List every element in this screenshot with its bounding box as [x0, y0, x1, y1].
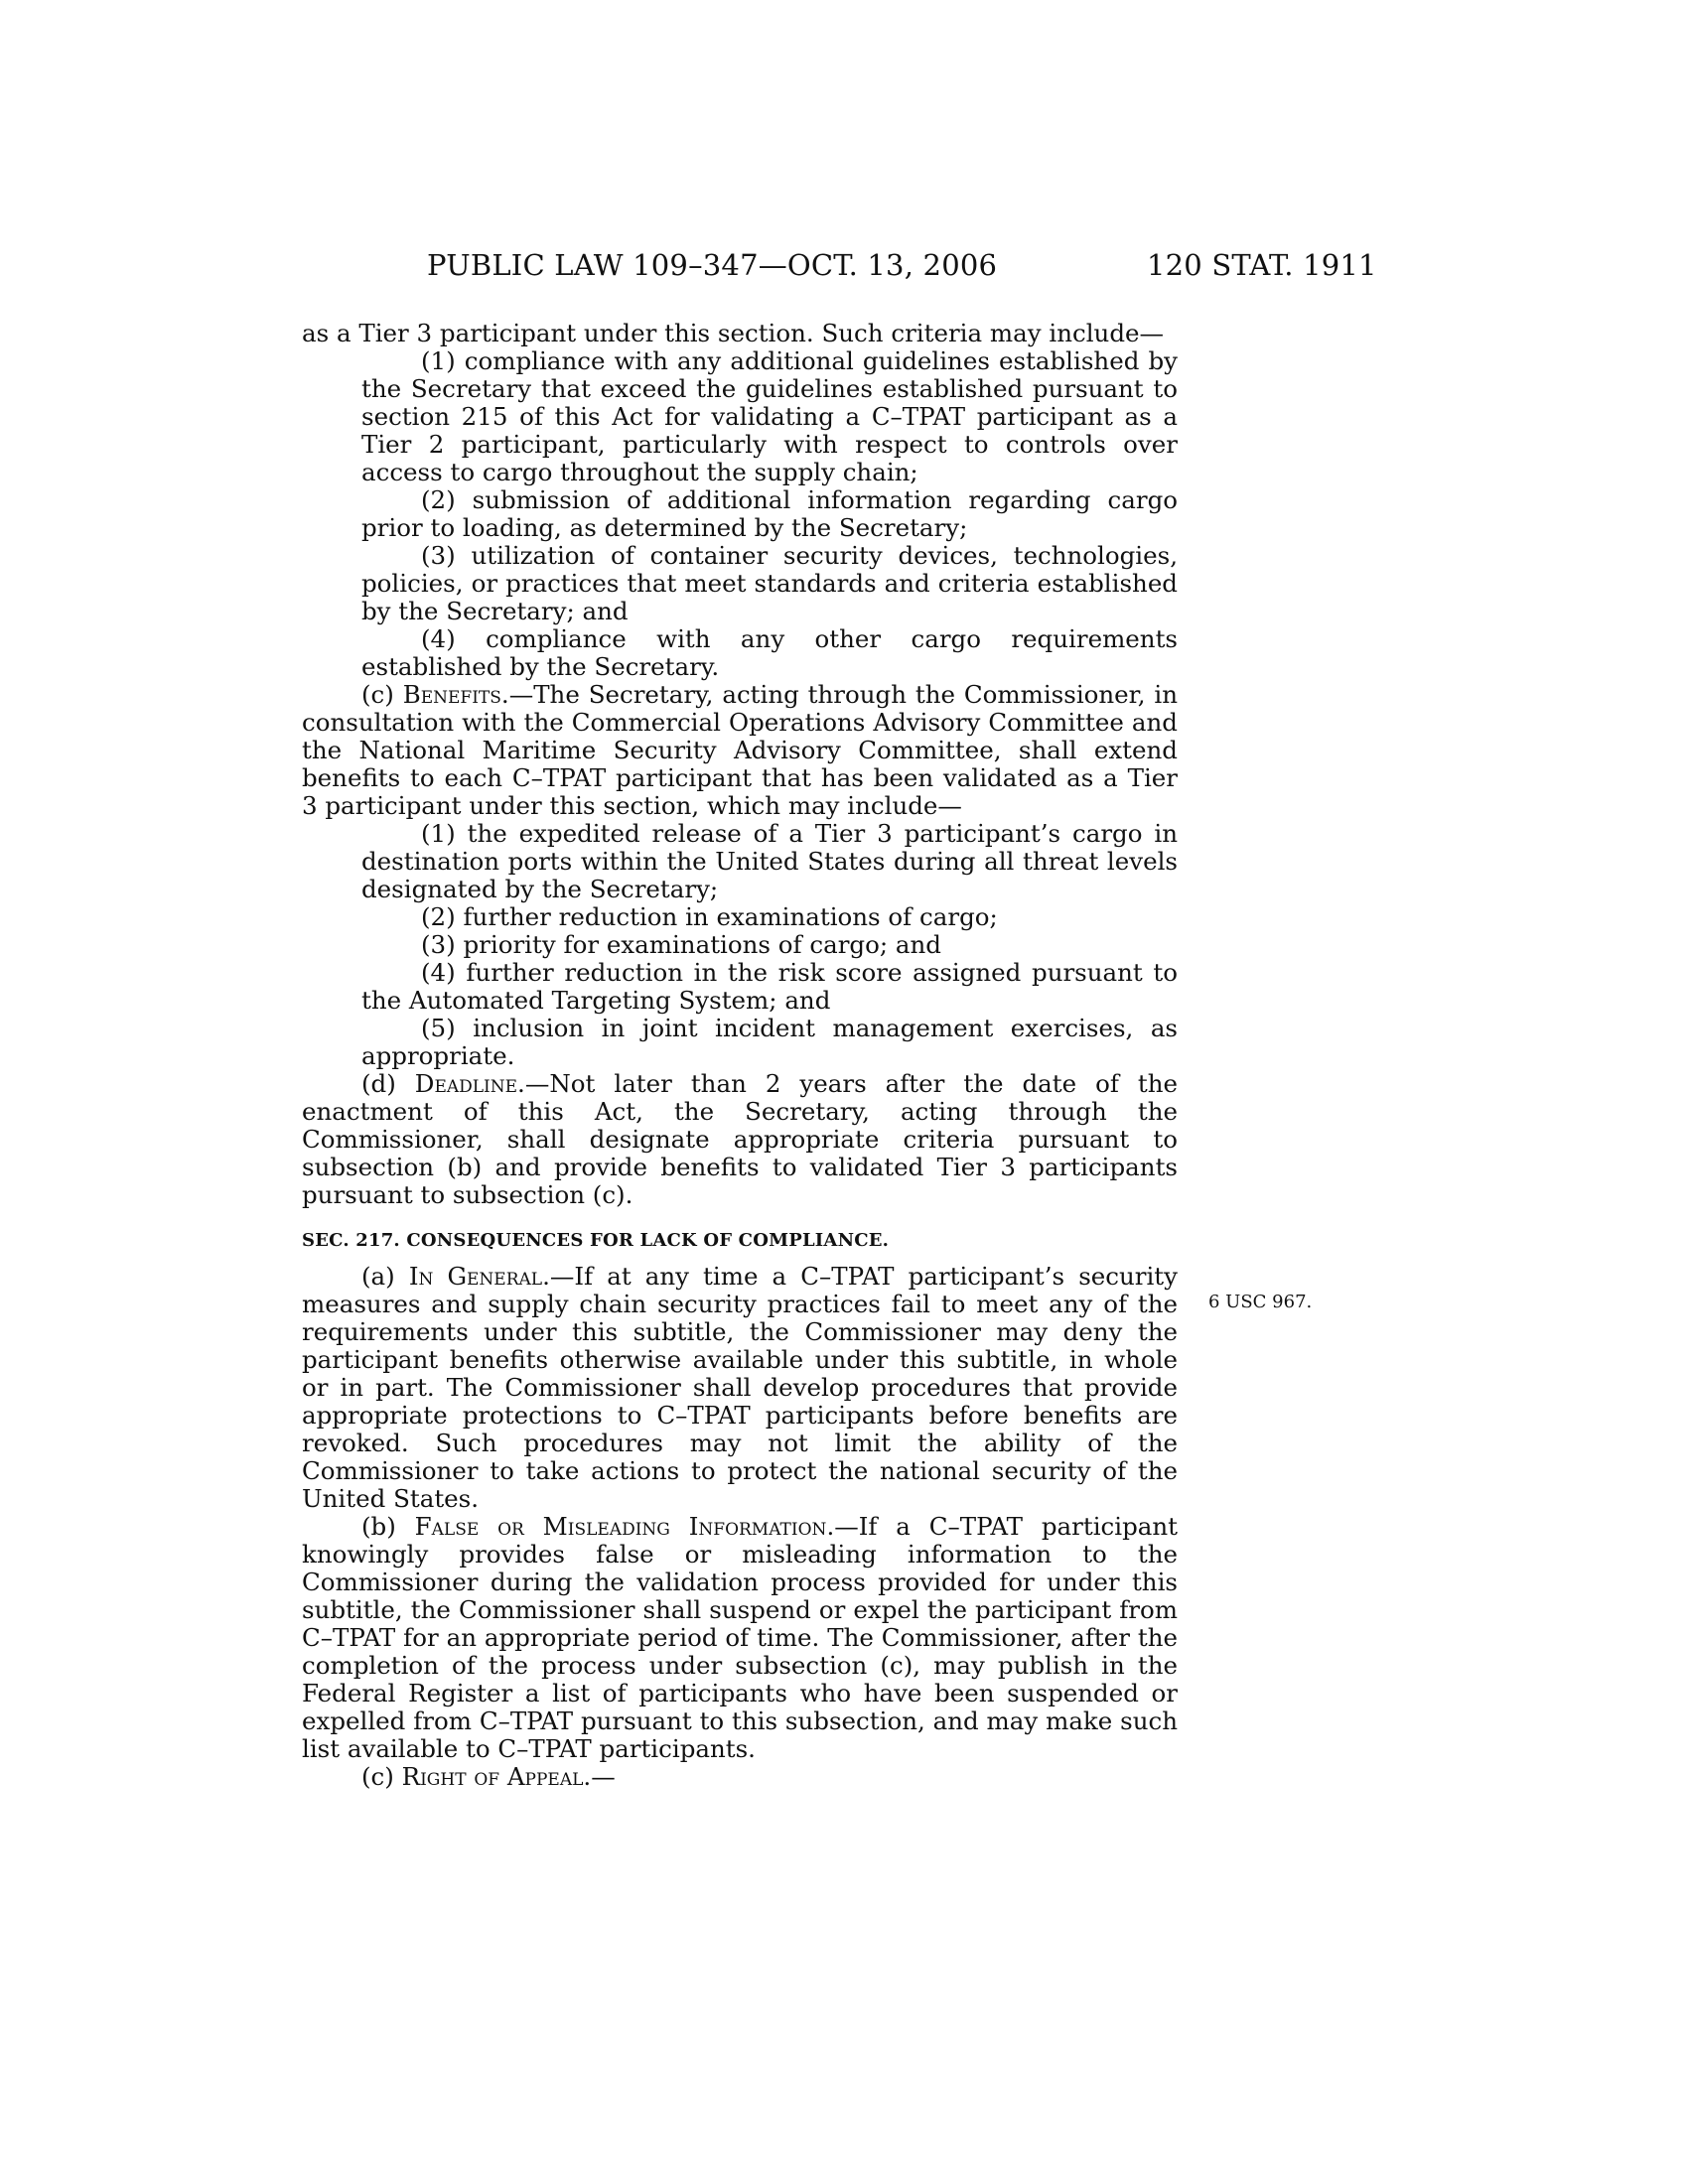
deadline-label: (d) [361, 1069, 415, 1098]
benefits-text: .—The Secretary, acting through the Commissioner, in consultation with the Commercial Operations Advisory Committee and the National Maritime Security Advisory Committee, shall extend benefits to each C–TPAT participant that has been validated as a Tier 3 participant under this section, which may include— [302, 680, 1178, 820]
benefits-list [302, 820, 1178, 1070]
criteria-list [302, 347, 1178, 681]
subsection-c-heading: Right of Appeal [401, 1762, 584, 1791]
subsection-b-heading: False or Misleading Information [414, 1512, 827, 1541]
deadline-paragraph [302, 1070, 1178, 1209]
intro-paragraph: as a Tier 3 participant under this section. Such criteria may include— [302, 319, 1165, 347]
deadline-heading: Deadline [414, 1069, 518, 1098]
stat-page-number: 120 STAT. 1911 [1147, 248, 1377, 282]
section-217-c-paragraph [302, 1763, 1178, 1791]
subsection-a-heading: In General [408, 1262, 543, 1291]
usc-margin-note: 6 USC 967. [1208, 1292, 1313, 1312]
benefits-item: (5) inclusion in joint incident management exercises, as appropriate. [361, 1014, 1178, 1070]
section-217-a-paragraph [302, 1263, 1178, 1513]
subsection-c-text: .— [583, 1762, 616, 1791]
deadline-text: .—Not later than 2 years after the date of the enactment of this Act, the Secretary, acting through the Commissioner, shall designate appropriate criteria pursuant to subsection (b) and provide benefits to validated Tier 3 participants pursuant to subsection (c). [302, 1069, 1179, 1209]
document-body [302, 320, 1178, 1791]
benefits-label: (c) [361, 680, 403, 709]
benefits-item: (1) the expedited release of a Tier 3 participant’s cargo in destination ports within the United States during all threat levels designated by the Secretary; [361, 819, 1178, 903]
section-217-b-paragraph [302, 1513, 1178, 1763]
subsection-c-label: (c) [361, 1762, 402, 1791]
criteria-item: (1) compliance with any additional guidelines established by the Secretary that exceed the guidelines established pursuant to section 215 of this Act for validating a C–TPAT participant as a Tier 2 participant, particularly with respect to controls over access to cargo throughout the supply chain; [361, 346, 1178, 486]
subsection-a-text: .—If at any time a C–TPAT participant’s security measures and supply chain security practices fail to meet any of the requirements under this subtitle, the Commissioner may deny the participant benefits otherwise available under this subtitle, in whole or in part. The Commissioner shall develop procedures that provide appropriate protections to C–TPAT participants before benefits are revoked. Such procedures may not limit the ability of the Commissioner to take actions to protect the national security of the United States. [302, 1262, 1178, 1513]
section-217-heading: SEC. 217. CONSEQUENCES FOR LACK OF COMPLIANCE. [302, 1230, 890, 1251]
benefits-item: (3) priority for examinations of cargo; and [421, 930, 941, 959]
criteria-item: (2) submission of additional information regarding cargo prior to loading, as determined by the Secretary; [361, 485, 1178, 542]
benefits-item: (4) further reduction in the risk score assigned pursuant to the Automated Targeting System; and [361, 958, 1178, 1015]
subsection-a-label: (a) [361, 1262, 409, 1291]
benefits-item: (2) further reduction in examinations of cargo; [421, 902, 998, 931]
criteria-item: (3) utilization of container security devices, technologies, policies, or practices that meet standards and criteria established by the Secretary; and [361, 541, 1178, 625]
subsection-b-label: (b) [361, 1512, 415, 1541]
subsection-b-text: .—If a C–TPAT participant knowingly provides false or misleading information to the Commissioner during the validation process provided for under this subtitle, the Commissioner shall suspend or expel the participant from C–TPAT for an appropriate period of time. The Commissioner, after the completion of the process under subsection (c), may publish in the Federal Register a list of participants who have been suspended or expelled from C–TPAT pursuant to this subsection, and may make such list available to C–TPAT participants. [302, 1512, 1178, 1763]
benefits-heading: Benefits [402, 680, 501, 709]
law-title: PUBLIC LAW 109–347—OCT. 13, 2006 [427, 248, 998, 282]
criteria-item: (4) compliance with any other cargo requirements established by the Secretary. [361, 624, 1178, 681]
benefits-paragraph [302, 681, 1178, 820]
